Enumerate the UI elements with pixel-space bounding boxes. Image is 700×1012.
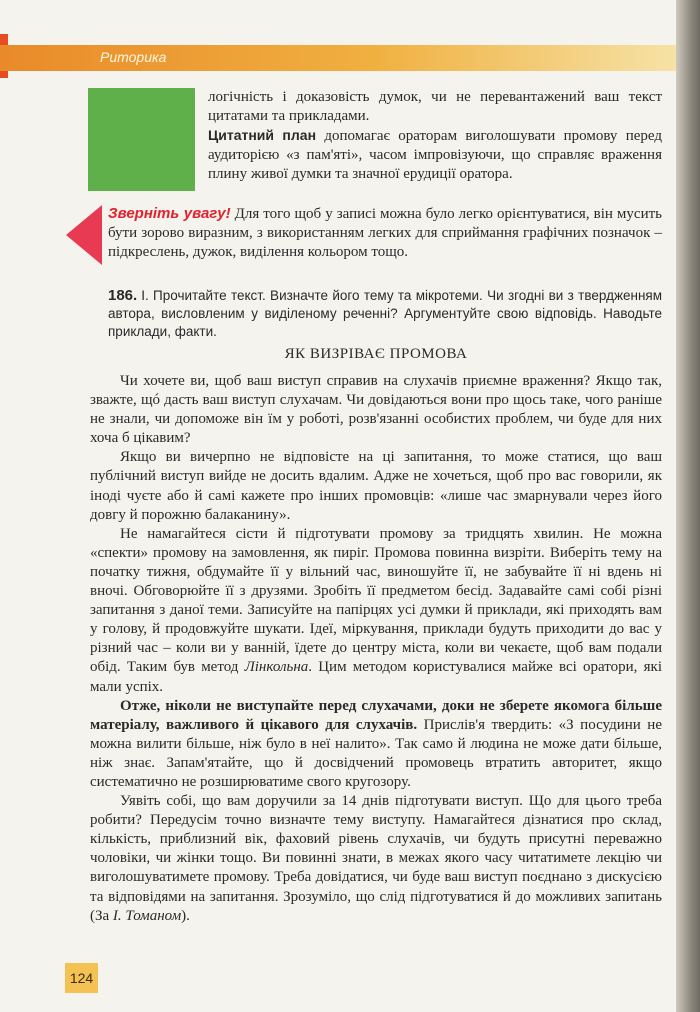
section-title: Риторика bbox=[100, 49, 167, 65]
page-number: 124 bbox=[65, 963, 98, 993]
article-paragraph-4 bbox=[90, 697, 662, 792]
quote-plan-paragraph bbox=[208, 126, 662, 184]
article-author: І. Томаном bbox=[112, 907, 182, 924]
article-paragraph-5 bbox=[90, 792, 662, 926]
p5-text-b: ). bbox=[181, 907, 190, 924]
highlighted-sentence: Отже, ніколи не виступайте перед слухачами, доки не зберете якомога більше матеріалу, важливого й цікавого для слухачів. bbox=[90, 697, 662, 733]
book-spine-edge bbox=[676, 0, 700, 1012]
exercise-task bbox=[108, 287, 662, 341]
attention-text: Для того щоб у записі можна було легко орієнтуватися, він мусить бути зорово виразним, з використанням легких для сприймання графічних позначок – підкреслень, дужок, виділення кольором тощо. bbox=[108, 206, 663, 260]
attention-arrow-icon bbox=[66, 205, 102, 265]
p3-italic-name: Лінкольна bbox=[244, 659, 309, 676]
intro-text bbox=[208, 88, 662, 184]
article-paragraph-3 bbox=[90, 525, 662, 697]
p3-text-b: . Цим методом користувалися майже всі оратори, які мали успіх. bbox=[90, 659, 662, 695]
attention-note bbox=[108, 204, 662, 262]
p5-text-a: Уявіть собі, що вам доручили за 14 днів підготувати виступ. Що для цього треба робити? Передусім точно визначте тему виступу. Намагайтеся дізнатися про склад, кількість, приблизний вік, фаховий рівень слухачів, чи будуть присутні переважно чоловіки, чи жінки тощо. Ви повинні знати, в межах якого часу читатимете лекцію чи виголошуватимете промову. Треба довідатися, чи буде ваш виступ поєднано з дискусією та відповідями на запитання. Зрозуміло, що слід підготуватися й до можливих запитань (За bbox=[90, 793, 662, 924]
article-title: ЯК ВИЗРІВАЄ ПРОМОВА bbox=[284, 346, 468, 362]
intro-line: логічність і доказовість думок, чи не перевантажений ваш текст цитатами та прикладами. bbox=[208, 89, 662, 124]
p4-text-rest: Прислів'я твердить: «З посудини не можна вилити більше, ніж було в неї налито». Так само й людина не може дати більше, ніж знає. Запам'ятайте, що й досвідчений промовець втратить авторитет, якщо систематично не розширюватиме свого кругозору. bbox=[90, 716, 662, 790]
article-paragraph-2: Якщо ви вичерпно не відповісте на ці запитання, то може статися, що ваш публічний виступ вийде не досить вдалим. Адже не хочеться, щоб про вас говорили, як іноді чуєте або й самі кажете про інших промовців: «лише час змарнували через його довгу й порожню балаканину». bbox=[90, 449, 662, 523]
attention-label: Зверніть увагу! bbox=[108, 205, 231, 222]
p3-text-a: Не намагайтеся сісти й підготувати промову за тридцять хвилин. Не можна «спекти» промову на замовлення, як пиріг. Промова повинна визріти. Виберіть тему на початку тижня, обдумайте її у вільний час, виношуйте її, не забувайте її ні вдень ні вночі. Обговорюйте її з друзями. Зробіть її предметом бесід. Задавайте самі собі різні запитання з даної теми. Записуйте на папірцях усі думки й приклади, які приходять вам у голову, й продовжуйте шукати. Ідеї, міркування, приклади будуть приходити до вас у різний час – коли ви у ванній, їдете до центру міста, коли ви чекаєте, щоб вам подали обід. Таким був метод bbox=[90, 525, 662, 676]
quote-plan-term: Цитатний план bbox=[208, 127, 317, 143]
section-header-bar bbox=[0, 45, 676, 71]
exercise-text: І. Прочитайте текст. Визначте його тему та мікротеми. Чи згодні ви з твердженням автора, висловленим у виділеному реченні? Аргументуйте свою відповідь. Наводьте приклади, факти. bbox=[108, 288, 662, 339]
green-marker-block bbox=[88, 88, 195, 191]
article-paragraph-1: Чи хочете ви, щоб ваш виступ справив на слухачів приємне враження? Якщо так, зважте, щó дасть ваш виступ слухачам. Чи довідаються вони про щось таке, чого раніше не знали, чи допоможе він їм у роботі, розв'язанні особистих проблем, чи буде для них хоча б цікавим? bbox=[90, 373, 662, 447]
article-body bbox=[90, 372, 662, 926]
exercise-number: 186. bbox=[108, 287, 138, 304]
quote-plan-text: допомагає ораторам виголошувати промову перед аудиторією «з пам'яті», часом імпровізуючи, що справляє враження плину живої думки та значної ерудиції оратора. bbox=[208, 128, 662, 182]
